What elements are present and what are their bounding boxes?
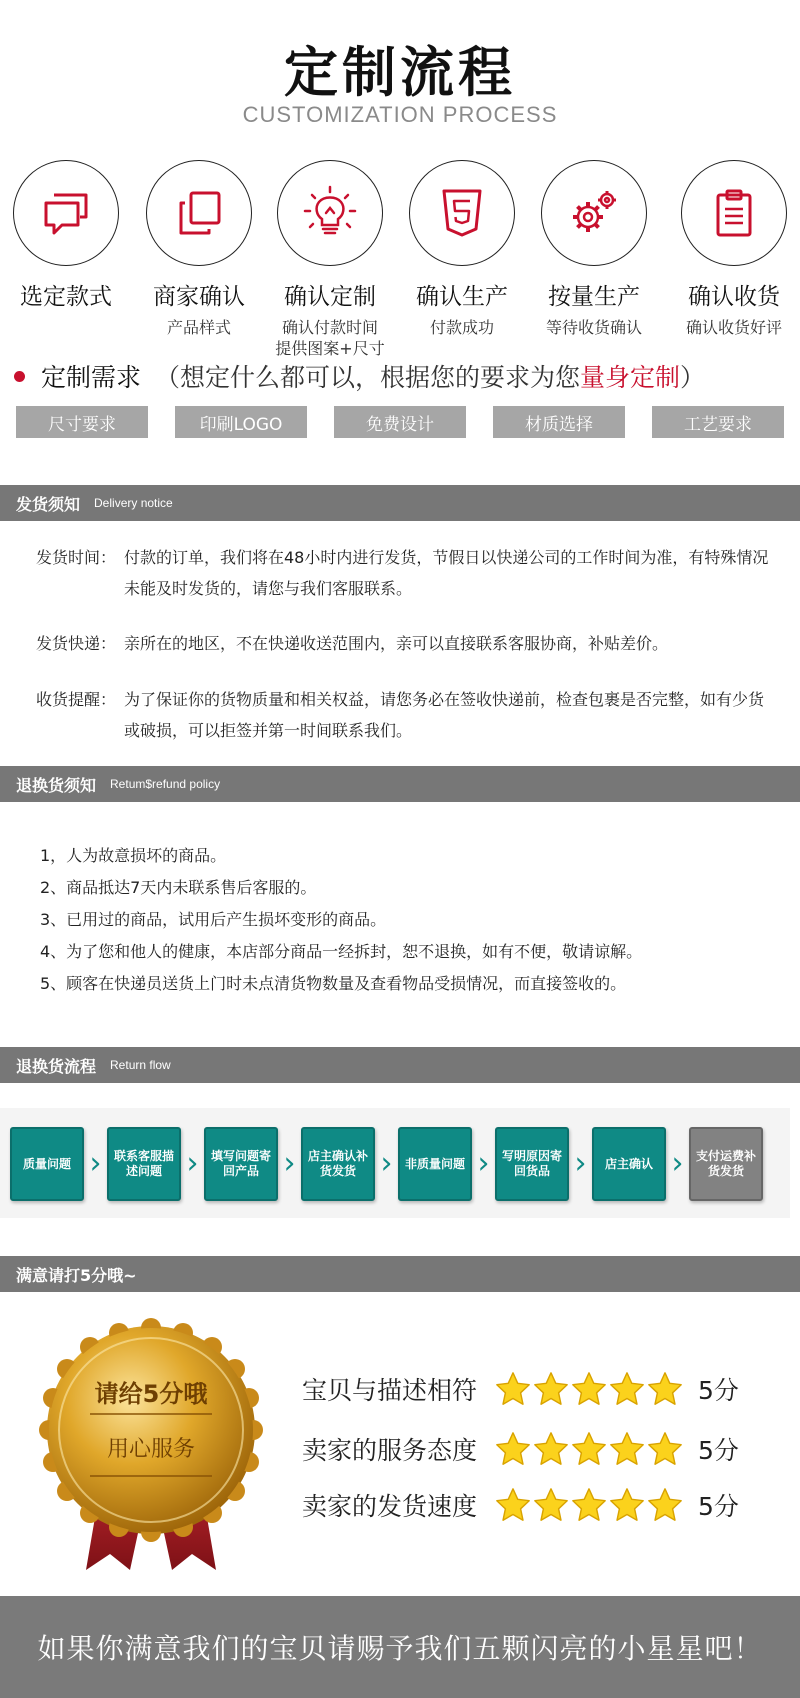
delivery-item [36, 542, 776, 604]
flow-step: 店主确认 [592, 1127, 666, 1201]
chevron-right-icon: › [671, 1146, 684, 1181]
flow-subtitle: Return flow [110, 1058, 171, 1072]
star-icon [494, 1486, 532, 1524]
star-icon [532, 1486, 570, 1524]
policy-bar [0, 766, 800, 802]
chevron-right-icon: › [283, 1146, 296, 1181]
step-circle [409, 160, 515, 266]
rating-row [302, 1486, 762, 1524]
policy-list [40, 840, 642, 1000]
lightbulb-icon [300, 183, 360, 243]
step-title: 确认生产 [416, 284, 508, 310]
medal-icon [38, 1318, 264, 1574]
chevron-right-icon: › [186, 1146, 199, 1181]
step-1 [0, 160, 132, 317]
chevron-right-icon: › [380, 1146, 393, 1181]
flow-step: 支付运费补货发货 [689, 1127, 763, 1201]
star-icon [532, 1370, 570, 1408]
step-subtitle: 付款成功 [429, 318, 494, 337]
star-icon [608, 1430, 646, 1468]
flow-step: 店主确认补货发货 [301, 1127, 375, 1201]
rating-row [302, 1430, 762, 1468]
page-subtitle: CUSTOMIZATION PROCESS [242, 102, 558, 127]
star-icon [608, 1370, 646, 1408]
rating-title: 满意请打5分哦~ [16, 1265, 137, 1285]
delivery-item-text: 付款的订单，我们将在48小时内进行发货，节假日以快递公司的工作时间为准，有特殊情况未能及时发货的，请您与我们客服联系。 [124, 548, 769, 598]
policy-title: 退换货须知 [16, 775, 97, 795]
tag-design[interactable]: 免费设计 [334, 406, 466, 438]
chat-bubbles-icon [38, 185, 94, 241]
list-item: 5、顾客在快递员送货上门时未点清货物数量及查看物品受损情况，而直接签收的。 [40, 974, 627, 993]
step-2 [133, 160, 265, 338]
demand-hint-highlight: 量身定制 [580, 363, 681, 392]
step-title: 确认收货 [688, 284, 780, 310]
delivery-title: 发货须知 [16, 494, 81, 514]
rating-row [302, 1370, 762, 1408]
star-icon [646, 1370, 684, 1408]
medal-line-2: 用心服务 [106, 1437, 196, 1462]
rating-label: 卖家的发货速度 [302, 1492, 478, 1521]
tag-craft[interactable]: 工艺要求 [652, 406, 784, 438]
step-title: 选定款式 [20, 284, 112, 310]
delivery-item [36, 684, 776, 746]
star-icon [570, 1370, 608, 1408]
page-title: 定制流程 [284, 41, 516, 104]
step-circle [146, 160, 252, 266]
list-item: 4、为了您和他人的健康，本店部分商品一经拆封，恕不退换，如有不便，敬请谅解。 [40, 942, 643, 961]
step-4 [396, 160, 528, 338]
gears-icon [564, 183, 624, 243]
chevron-right-icon: › [89, 1146, 102, 1181]
delivery-item-label: 发货快递： [36, 634, 117, 653]
step-subtitle: 确认付款时间 提供图案+尺寸 [275, 318, 385, 358]
rating-label: 卖家的服务态度 [302, 1436, 478, 1465]
step-subtitle: 等待收货确认 [545, 318, 642, 337]
star-icon [646, 1430, 684, 1468]
medal-badge [38, 1318, 264, 1578]
demand-heading [14, 358, 705, 394]
star-rating [494, 1430, 684, 1468]
tag-material[interactable]: 材质选择 [493, 406, 625, 438]
delivery-item [36, 628, 776, 659]
flow-step: 填写问题寄回产品 [204, 1127, 278, 1201]
rating-value: 5分 [698, 1436, 739, 1465]
tag-size[interactable]: 尺寸要求 [16, 406, 148, 438]
step-circle [277, 160, 383, 266]
demand-hint-prefix: （想定什么都可以，根据您的要求为您 [155, 363, 581, 392]
step-5 [528, 160, 660, 338]
step-subtitle: 确认收货好评 [685, 318, 782, 337]
step-circle [541, 160, 647, 266]
list-item: 2、商品抵达7天内未联系售后客服的。 [40, 878, 317, 897]
flow-step: 非质量问题 [398, 1127, 472, 1201]
flow-bar [0, 1047, 800, 1083]
star-rating [494, 1486, 684, 1524]
flow-step: 联系客服描述问题 [107, 1127, 181, 1201]
demand-hint [155, 358, 705, 394]
star-icon [646, 1486, 684, 1524]
star-rating [494, 1370, 684, 1408]
step-circle [681, 160, 787, 266]
chevron-right-icon: › [477, 1146, 490, 1181]
step-3 [264, 160, 396, 359]
star-icon [532, 1430, 570, 1468]
clipboard-icon [706, 185, 762, 241]
step-6 [668, 160, 800, 338]
delivery-item-label: 收货提醒： [36, 690, 117, 709]
flow-step: 质量问题 [10, 1127, 84, 1201]
demand-label: 定制需求 [41, 363, 142, 392]
step-subtitle: 产品样式 [166, 318, 231, 337]
star-icon [570, 1430, 608, 1468]
star-icon [570, 1486, 608, 1524]
chevron-right-icon: › [574, 1146, 587, 1181]
rating-bar [0, 1256, 800, 1292]
delivery-bar [0, 485, 800, 521]
delivery-item-text: 为了保证你的货物质量和相关权益，请您务必在签收快递前，检查包裹是否完整，如有少货或破损，可以拒签并第一时间联系我们。 [124, 690, 765, 740]
rating-label: 宝贝与描述相符 [302, 1376, 478, 1405]
html5-shield-icon [434, 185, 490, 241]
step-title: 商家确认 [153, 284, 245, 310]
star-icon [494, 1370, 532, 1408]
demand-hint-suffix: ） [680, 363, 706, 392]
bullet-dot-icon [14, 371, 25, 382]
policy-subtitle: Retum$refund policy [110, 777, 221, 791]
rating-value: 5分 [698, 1492, 739, 1521]
medal-line-1: 请给5分哦 [94, 1380, 208, 1408]
step-title: 确认定制 [284, 284, 376, 310]
flow-title: 退换货流程 [16, 1056, 97, 1076]
step-title: 按量生产 [548, 284, 640, 310]
star-icon [494, 1430, 532, 1468]
flow-step: 写明原因寄回货品 [495, 1127, 569, 1201]
flow-chart [10, 1127, 780, 1201]
delivery-item-label: 发货时间： [36, 548, 117, 567]
delivery-item-text: 亲所在的地区，不在快递收送范围内，亲可以直接联系客服协商，补贴差价。 [124, 634, 669, 653]
step-circle [13, 160, 119, 266]
rating-value: 5分 [698, 1376, 739, 1405]
list-item: 3、已用过的商品，试用后产生损坏变形的商品。 [40, 910, 387, 929]
tag-logo[interactable]: 印刷LOGO [175, 406, 307, 438]
footer-banner: 如果你满意我们的宝贝请赐予我们五颗闪亮的小星星吧！ [0, 1596, 800, 1698]
copy-icon [171, 185, 227, 241]
demand-tags [16, 406, 784, 438]
star-icon [608, 1486, 646, 1524]
list-item: 1，人为故意损坏的商品。 [40, 846, 227, 865]
delivery-subtitle: Delivery notice [94, 496, 173, 510]
